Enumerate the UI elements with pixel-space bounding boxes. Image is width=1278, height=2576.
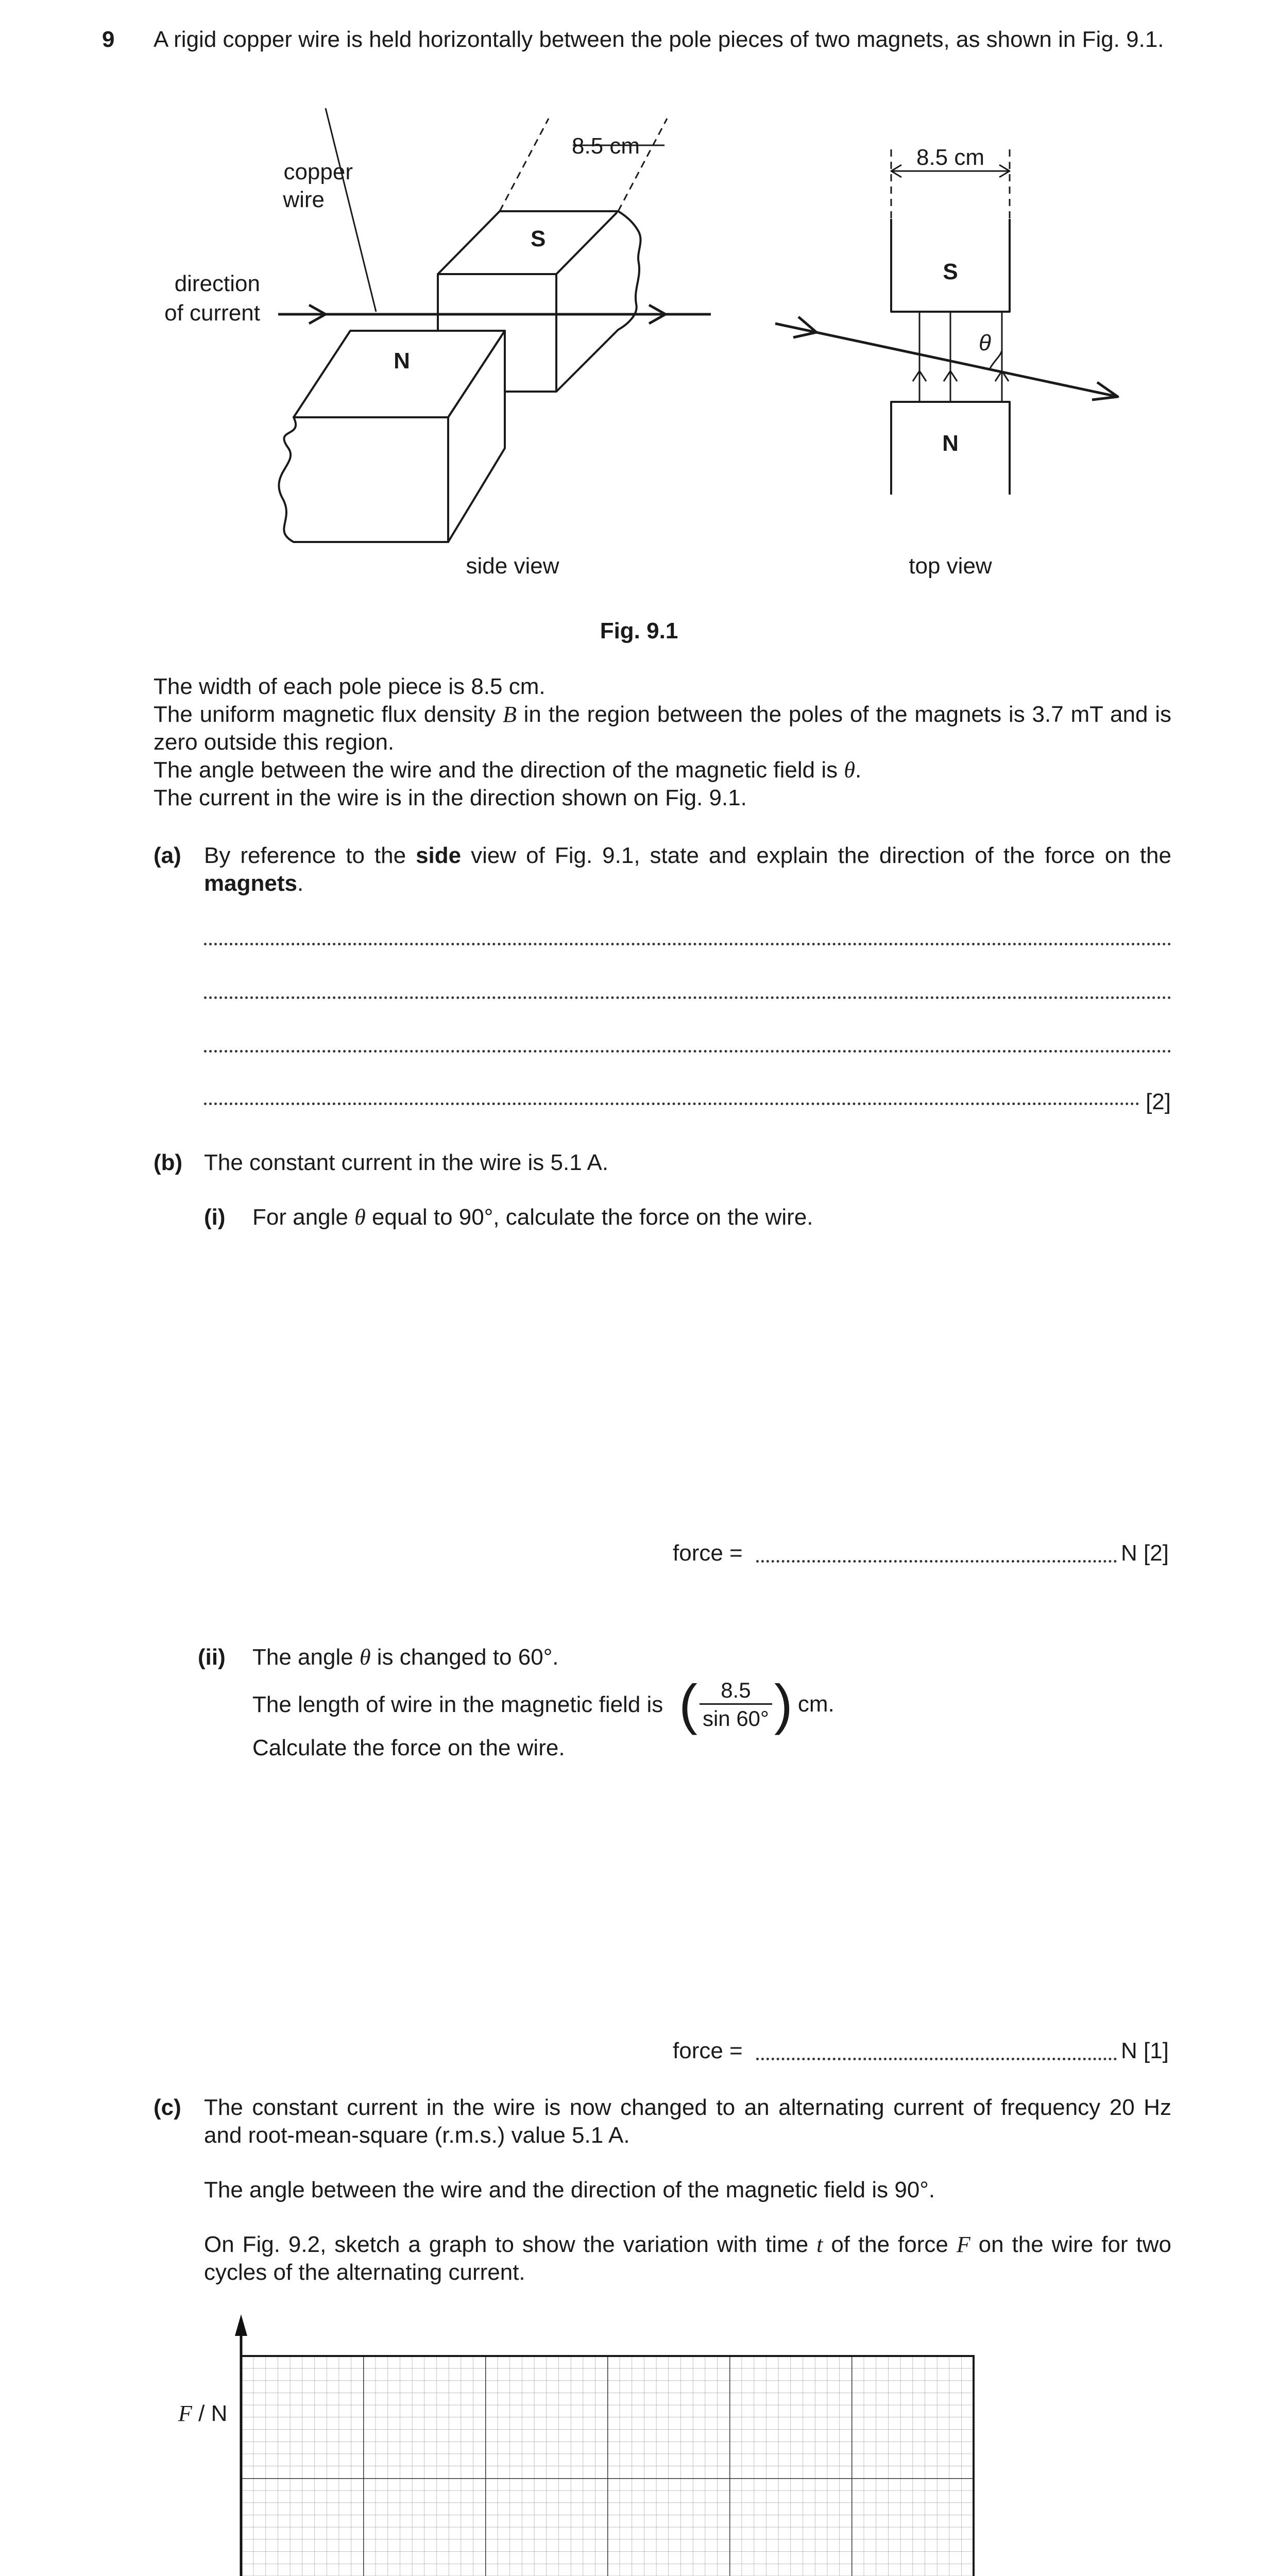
side-dimension-label: 8.5 cm [572,133,640,159]
fig-9-1-diagram [129,108,1159,623]
current-label-2: of current [164,300,260,326]
part-a-marks: [2] [1146,1089,1171,1114]
force-ii-unit: N [1] [1121,2038,1169,2063]
length-fraction [679,1672,834,1736]
part-c-para2: The angle between the wire and the direction of the magnetic field is 90°. [204,2177,935,2202]
answer-line-a4[interactable] [204,1103,1139,1105]
part-b-ii-label: (ii) [198,1645,226,1670]
info-line-3: The angle between the wire and the direction of the magnetic field is θ. [154,757,862,783]
force-ii-prefix: force = [673,2038,743,2063]
part-b-text: The constant current in the wire is 5.1 A. [204,1150,609,1175]
top-angle-theta: θ [979,330,991,355]
info-line-2: The uniform magnetic flux density B in the region between the poles of the magnets is 3.7 mT and is zero outside this region. [154,702,1172,755]
answer-line-a2[interactable] [204,996,1171,999]
n-magnet-block [279,331,505,542]
force-ii-answer-line[interactable] [756,2058,1117,2060]
info-line-1: The width of each pole piece is 8.5 cm. [154,674,546,699]
answer-line-a3[interactable] [204,1050,1171,1053]
answer-line-a1[interactable] [204,943,1171,945]
copper-label-2: wire [283,187,325,212]
fig-9-1-caption: Fig. 9.1 [600,618,678,643]
current-label-1: direction [174,271,260,296]
top-dimension-label: 8.5 cm [916,145,985,170]
wire-leader-line [326,108,376,312]
fig-9-2-graph[interactable] [155,2308,1051,2576]
copper-label-1: copper [283,159,353,184]
force-i-answer-line[interactable] [756,1560,1117,1563]
y-axis-label: F / N [178,2401,228,2426]
dimension-guide-left [500,118,549,211]
fraction-unit: cm. [797,1691,834,1717]
part-c-para1: The constant current in the wire is now changed to an alternating current of frequency 20 Hz and root-mean-square (r.m.s.) value 5.1 A. [204,2095,1171,2148]
fraction-numerator: 8.5 [721,1677,751,1702]
force-i-prefix: force = [673,1540,743,1566]
top-pole-n: N [942,431,959,456]
info-line-4: The current in the wire is in the direction shown on Fig. 9.1. [154,785,747,810]
y-axis-arrowhead [235,2314,247,2336]
side-pole-n: N [394,348,410,374]
open-paren: ( [679,1673,697,1735]
info-paragraph [154,673,1171,812]
dimension-guide-right [618,118,667,211]
part-b-ii-line3: Calculate the force on the wire. [252,1735,565,1760]
graph-grid[interactable] [241,2356,974,2576]
question-number: 9 [102,27,115,52]
part-b-ii-line1: The angle θ is changed to 60°. [252,1645,559,1670]
part-b-i-text: For angle θ equal to 90°, calculate the force on the wire. [252,1205,813,1230]
part-a-text: By reference to the side view of Fig. 9.1, state and explain the direction of the force on the magnets. [204,843,1171,896]
part-b-i-label: (i) [204,1205,226,1230]
top-pole-s: S [943,259,958,284]
part-b-label: (b) [154,1150,183,1175]
side-view-caption: side view [466,553,559,579]
close-paren: ) [774,1673,793,1735]
side-pole-s: S [531,226,546,251]
fraction-denominator: sin 60° [700,1703,772,1732]
question-intro: A rigid copper wire is held horizontally between the pole pieces of two magnets, as shown in Fig. 9.1. [154,27,1164,52]
part-b-ii-line2: The length of wire in the magnetic field is [252,1692,663,1717]
part-a-label: (a) [154,843,181,868]
force-i-unit: N [2] [1121,1540,1169,1566]
part-c-label: (c) [154,2095,181,2120]
top-view-caption: top view [909,553,992,579]
part-c-para3: On Fig. 9.2, sketch a graph to show the variation with time t of the force F on the wire for two cycles of the alternating current. [204,2232,1171,2285]
